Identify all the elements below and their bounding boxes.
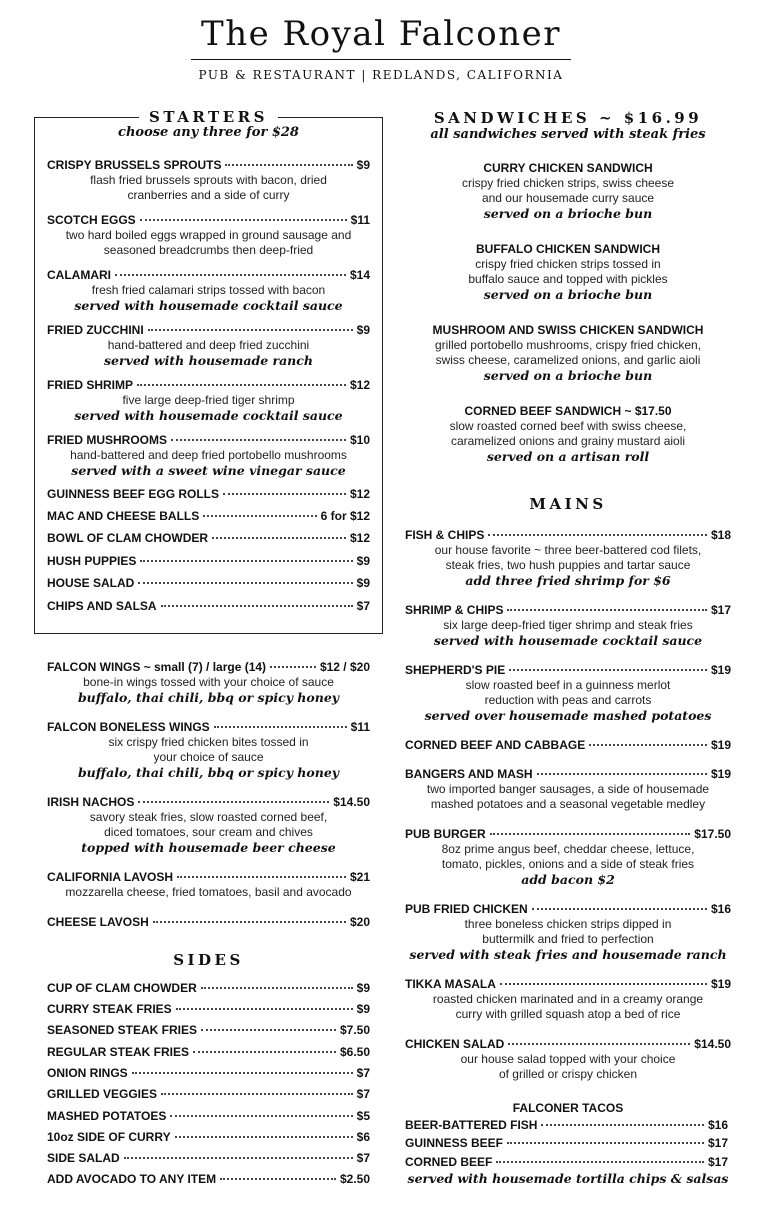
sandwich-description: buffalo sauce and topped with pickles xyxy=(468,272,668,286)
item-name: SHRIMP & CHIPS xyxy=(405,603,504,617)
dot-leader xyxy=(177,876,346,878)
menu-item xyxy=(47,576,370,591)
item-description: two imported banger sausages, a side of housemade xyxy=(426,782,710,796)
item-description: reduction with peas and carrots xyxy=(484,693,652,707)
item-price: $9 xyxy=(356,981,370,995)
item-name: FRIED ZUCCHINI xyxy=(47,323,144,337)
sandwich-description: caramelized onions and grainy mustard aioli xyxy=(450,434,686,448)
item-price: $9 xyxy=(356,1002,370,1016)
menu-item-line xyxy=(47,1066,370,1081)
sandwich-serving-note: served on a brioche bun xyxy=(483,287,653,302)
item-name: BANGERS AND MASH xyxy=(405,767,533,781)
menu-item-line xyxy=(47,1023,370,1038)
item-serving-note: served with housemade cocktail sauce xyxy=(433,633,703,648)
item-name: CUP OF CLAM CHOWDER xyxy=(47,981,197,995)
menu-item xyxy=(47,1151,370,1166)
item-serving-note: buffalo, thai chili, bbq or spicy honey xyxy=(77,765,340,780)
dot-leader xyxy=(507,1142,704,1144)
item-serving-note: served with a sweet wine vinegar sauce xyxy=(71,463,346,478)
sandwich-description: and our housemade curry sauce xyxy=(481,191,655,205)
dot-leader xyxy=(138,582,352,584)
item-price: 6 for $12 xyxy=(320,509,370,523)
dot-leader xyxy=(161,605,353,607)
item-price: $9 xyxy=(356,323,370,337)
item-description: hand-battered and deep fried zucchini xyxy=(107,338,310,352)
item-name: ONION RINGS xyxy=(47,1066,128,1080)
sandwich-description: crispy fried chicken strips tossed in xyxy=(475,257,661,271)
item-name: CHEESE LAVOSH xyxy=(47,915,149,929)
item-price: $20 xyxy=(349,915,370,929)
item-price: $14.50 xyxy=(333,795,370,809)
item-price: $7 xyxy=(356,1087,370,1101)
menu-item-line xyxy=(47,531,370,546)
sandwich-item xyxy=(405,241,731,303)
item-price: $11 xyxy=(350,720,370,734)
item-price: $17 xyxy=(710,603,731,617)
item-name: SHEPHERD'S PIE xyxy=(405,663,506,677)
menu-item-line xyxy=(47,1130,370,1145)
item-price: $7 xyxy=(356,1151,370,1165)
item-description: five large deep-fried tiger shrimp xyxy=(122,393,295,407)
dot-leader xyxy=(490,833,691,835)
item-price: $7 xyxy=(356,599,370,613)
menu-item-line xyxy=(47,323,370,338)
item-name: ADD AVOCADO TO ANY ITEM xyxy=(47,1172,217,1186)
item-name: MAC AND CHEESE BALLS xyxy=(47,509,200,523)
menu-item xyxy=(47,1066,370,1081)
menu-item xyxy=(47,487,370,502)
menu-item xyxy=(405,1037,731,1082)
menu-item xyxy=(47,660,370,706)
menu-item xyxy=(405,603,731,649)
item-description: cranberries and a side of curry xyxy=(127,188,290,202)
item-serving-note: served with steak fries and housemade ranch xyxy=(409,947,727,962)
menu-item xyxy=(47,795,370,856)
menu-item xyxy=(47,531,370,546)
menu-item xyxy=(405,902,731,963)
item-name: PUB BURGER xyxy=(405,827,486,841)
sandwich-name: CORNED BEEF SANDWICH ~ $17.50 xyxy=(464,404,672,418)
menu-item xyxy=(47,1109,370,1124)
item-price: $2.50 xyxy=(339,1172,370,1186)
item-name: CHICKEN SALAD xyxy=(405,1037,505,1051)
item-name: FALCON BONELESS WINGS xyxy=(47,720,210,734)
item-price: $6.50 xyxy=(339,1045,370,1059)
dot-leader xyxy=(132,1072,353,1074)
menu-item-line xyxy=(405,528,731,543)
item-description: curry with grilled squash atop a bed of rice xyxy=(455,1007,681,1021)
menu-item xyxy=(405,528,731,589)
menu-item-line xyxy=(405,977,731,992)
item-description: your choice of sauce xyxy=(153,750,264,764)
dot-leader xyxy=(541,1124,704,1126)
item-description: of grilled or crispy chicken xyxy=(498,1067,638,1081)
menu-item xyxy=(47,378,370,424)
menu-item-line xyxy=(47,378,370,393)
dot-leader xyxy=(140,219,347,221)
item-name: CRISPY BRUSSELS SPROUTS xyxy=(47,158,222,172)
item-serving-note: buffalo, thai chili, bbq or spicy honey xyxy=(77,690,340,705)
item-price: $17 xyxy=(707,1136,728,1150)
item-description: tomato, pickles, onions and a side of steak fries xyxy=(441,857,695,871)
item-serving-note: served with housemade cocktail sauce xyxy=(74,408,343,423)
item-description: buttermilk and fried to perfection xyxy=(482,932,654,946)
menu-item-line xyxy=(405,1118,728,1133)
menu-item xyxy=(405,767,731,812)
item-name: FRIED SHRIMP xyxy=(47,378,134,392)
item-name: CORNED BEEF xyxy=(405,1155,493,1169)
item-description: fresh fried calamari strips tossed with bacon xyxy=(91,283,326,297)
dot-leader xyxy=(201,1029,336,1031)
menu-item xyxy=(47,554,370,569)
item-name: TIKKA MASALA xyxy=(405,977,496,991)
item-name: 10oz SIDE OF CURRY xyxy=(47,1130,171,1144)
dot-leader xyxy=(115,274,346,276)
sandwich-item xyxy=(405,160,731,222)
sandwich-serving-note: served on a brioche bun xyxy=(483,206,653,221)
item-description: seasoned breadcrumbs then deep-fried xyxy=(103,243,314,257)
item-price: $21 xyxy=(349,870,370,884)
menu-item xyxy=(405,1155,728,1170)
item-serving-note: served with housemade cocktail sauce xyxy=(74,298,343,313)
item-price: $16 xyxy=(710,902,731,916)
item-description: hand-battered and deep fried portobello mushrooms xyxy=(70,448,347,462)
menu-item-line xyxy=(47,660,370,675)
item-serving-note: add three fried shrimp for $6 xyxy=(465,573,671,588)
dot-leader xyxy=(508,1043,690,1045)
sandwich-serving-note: served on a brioche bun xyxy=(483,368,653,383)
menu-item xyxy=(47,213,370,258)
menu-item xyxy=(405,1118,728,1133)
item-description: six large deep-fried tiger shrimp and steak fries xyxy=(443,618,693,632)
menu-item-line xyxy=(405,738,731,753)
item-price: $18 xyxy=(710,528,731,542)
menu-item-line xyxy=(47,1151,370,1166)
menu-item-line xyxy=(47,487,370,502)
item-price: $7.50 xyxy=(339,1023,370,1037)
item-price: $12 / $20 xyxy=(319,660,370,674)
dot-leader xyxy=(175,1136,353,1138)
item-name: CALIFORNIA LAVOSH xyxy=(47,870,173,884)
dot-leader xyxy=(532,908,707,910)
dot-leader xyxy=(509,669,707,671)
menu-item-line xyxy=(405,827,731,842)
dot-leader xyxy=(153,921,346,923)
menu-item xyxy=(47,915,370,930)
menu-item-line xyxy=(47,268,370,283)
item-name: FRIED MUSHROOMS xyxy=(47,433,167,447)
menu-item-line xyxy=(405,603,731,618)
mains-heading: MAINS xyxy=(529,495,607,513)
item-price: $19 xyxy=(710,767,731,781)
sandwich-description: swiss cheese, caramelized onions, and garlic aioli xyxy=(435,353,701,367)
sandwiches-heading: SANDWICHES ~ $16.99 xyxy=(433,109,703,127)
dot-leader xyxy=(537,773,707,775)
item-price: $9 xyxy=(356,576,370,590)
menu-item xyxy=(47,433,370,479)
item-name: SIDE SALAD xyxy=(47,1151,120,1165)
item-name: SCOTCH EGGS xyxy=(47,213,136,227)
item-description: roasted chicken marinated and in a creamy orange xyxy=(432,992,704,1006)
item-name: GUINNESS BEEF xyxy=(405,1136,504,1150)
menu-item-line xyxy=(47,1045,370,1060)
dot-leader xyxy=(214,726,347,728)
item-description: two hard boiled eggs wrapped in ground sausage and xyxy=(65,228,352,242)
item-price: $6 xyxy=(356,1130,370,1144)
item-serving-note: served with housemade ranch xyxy=(104,353,313,368)
menu-item-line xyxy=(405,767,731,782)
item-description: flash fried brussels sprouts with bacon, dried xyxy=(90,173,327,187)
menu-item-line xyxy=(47,158,370,173)
item-description: our house favorite ~ three beer-battered cod filets, xyxy=(434,543,702,557)
item-price: $12 xyxy=(349,531,370,545)
menu-item xyxy=(47,599,370,614)
dot-leader xyxy=(496,1161,704,1163)
dot-leader xyxy=(500,983,707,985)
item-description: our house salad topped with your choice xyxy=(460,1052,676,1066)
menu-item-line xyxy=(47,554,370,569)
item-name: CHIPS AND SALSA xyxy=(47,599,157,613)
dot-leader xyxy=(193,1051,336,1053)
item-price: $14.50 xyxy=(694,1037,731,1051)
item-price: $12 xyxy=(349,487,370,501)
menu-item xyxy=(405,738,731,753)
menu-item-line xyxy=(405,1037,731,1052)
menu-item xyxy=(47,870,370,900)
dot-leader xyxy=(176,1008,353,1010)
menu-item xyxy=(47,158,370,203)
sandwich-description: crispy fried chicken strips, swiss cheese xyxy=(461,176,675,190)
menu-item xyxy=(405,827,731,888)
item-description: 8oz prime angus beef, cheddar cheese, lettuce, xyxy=(441,842,695,856)
menu-item-line xyxy=(47,720,370,735)
sandwich-name: CURRY CHICKEN SANDWICH xyxy=(483,161,653,175)
item-price: $16 xyxy=(707,1118,728,1132)
item-name: FISH & CHIPS xyxy=(405,528,485,542)
item-price: $5 xyxy=(356,1109,370,1123)
restaurant-title: The Royal Falconer xyxy=(201,14,561,54)
sandwich-description: grilled portobello mushrooms, crispy fried chicken, xyxy=(434,338,702,352)
dot-leader xyxy=(138,801,329,803)
header-divider xyxy=(191,59,571,60)
menu-item-line xyxy=(405,1136,728,1151)
item-description: six crispy fried chicken bites tossed in xyxy=(108,735,309,749)
menu-item xyxy=(47,509,370,524)
item-name: CORNED BEEF AND CABBAGE xyxy=(405,738,586,752)
menu-item xyxy=(47,1087,370,1102)
menu-item xyxy=(47,1002,370,1017)
dot-leader xyxy=(201,987,353,989)
item-price: $19 xyxy=(710,977,731,991)
menu-item-line xyxy=(47,981,370,996)
menu-item-line xyxy=(47,433,370,448)
menu-item xyxy=(47,1045,370,1060)
item-name: GRILLED VEGGIES xyxy=(47,1087,158,1101)
item-price: $14 xyxy=(349,268,370,282)
starters-heading: STARTERS xyxy=(34,108,383,126)
sandwich-description: slow roasted corned beef with swiss cheese, xyxy=(449,419,687,433)
dot-leader xyxy=(507,609,707,611)
menu-item xyxy=(47,1172,370,1187)
item-name: MASHED POTATOES xyxy=(47,1109,167,1123)
menu-item-line xyxy=(47,599,370,614)
menu-item xyxy=(405,663,731,724)
item-name: FALCON WINGS ~ small (7) / large (14) xyxy=(47,660,267,674)
menu-item-line xyxy=(47,1002,370,1017)
item-price: $17.50 xyxy=(694,827,731,841)
item-name: PUB FRIED CHICKEN xyxy=(405,902,528,916)
menu-item-line xyxy=(47,213,370,228)
item-price: $7 xyxy=(356,1066,370,1080)
item-description: three boneless chicken strips dipped in xyxy=(464,917,672,931)
tacos-serving-note: served with housemade tortilla chips & salsas xyxy=(407,1171,729,1186)
menu-item-line xyxy=(405,902,731,917)
tacos-heading: FALCONER TACOS xyxy=(512,1101,624,1115)
item-name: HOUSE SALAD xyxy=(47,576,135,590)
item-name: REGULAR STEAK FRIES xyxy=(47,1045,190,1059)
item-price: $9 xyxy=(356,158,370,172)
menu-item-line xyxy=(47,870,370,885)
dot-leader xyxy=(220,1178,336,1180)
dot-leader xyxy=(212,537,346,539)
item-price: $11 xyxy=(350,213,370,227)
item-price: $19 xyxy=(710,738,731,752)
sandwiches-note: all sandwiches served with steak fries xyxy=(430,127,706,142)
menu-item-line xyxy=(405,663,731,678)
menu-item-line xyxy=(47,1109,370,1124)
sandwich-item xyxy=(405,403,731,465)
starters-note: choose any three for $28 xyxy=(118,125,299,140)
sandwich-name: MUSHROOM AND SWISS CHICKEN SANDWICH xyxy=(432,323,704,337)
dot-leader xyxy=(161,1093,353,1095)
menu-item xyxy=(47,981,370,996)
sandwich-serving-note: served on a artisan roll xyxy=(486,449,650,464)
dot-leader xyxy=(223,493,346,495)
sides-heading: SIDES xyxy=(173,951,244,969)
item-price: $10 xyxy=(349,433,370,447)
item-name: CALAMARI xyxy=(47,268,111,282)
dot-leader xyxy=(148,329,353,331)
dot-leader xyxy=(589,744,707,746)
item-description: mozzarella cheese, fried tomatoes, basil and avocado xyxy=(65,885,352,899)
sandwich-item xyxy=(405,322,731,384)
item-description: steak fries, two hush puppies and tartar sauce xyxy=(445,558,691,572)
menu-item xyxy=(47,720,370,781)
menu-item xyxy=(405,977,731,1022)
menu-item-line xyxy=(47,509,370,524)
menu-item-line xyxy=(47,915,370,930)
menu-item-line xyxy=(47,795,370,810)
menu-item xyxy=(47,323,370,369)
item-name: BOWL OF CLAM CHOWDER xyxy=(47,531,209,545)
menu-item xyxy=(47,268,370,314)
menu-item-line xyxy=(47,1087,370,1102)
item-name: HUSH PUPPIES xyxy=(47,554,137,568)
dot-leader xyxy=(124,1157,353,1159)
menu-item-line xyxy=(47,576,370,591)
sandwich-name: BUFFALO CHICKEN SANDWICH xyxy=(476,242,660,256)
item-price: $9 xyxy=(356,554,370,568)
restaurant-subtitle: PUB & RESTAURANT | REDLANDS, CALIFORNIA xyxy=(198,68,564,82)
menu-item xyxy=(47,1130,370,1145)
dot-leader xyxy=(488,534,707,536)
item-price: $17 xyxy=(707,1155,728,1169)
item-name: SEASONED STEAK FRIES xyxy=(47,1023,198,1037)
item-name: CURRY STEAK FRIES xyxy=(47,1002,172,1016)
menu-item xyxy=(47,1023,370,1038)
item-price: $19 xyxy=(710,663,731,677)
item-description: savory steak fries, slow roasted corned beef, xyxy=(89,810,328,824)
item-name: IRISH NACHOS xyxy=(47,795,135,809)
item-serving-note: topped with housemade beer cheese xyxy=(81,840,336,855)
menu-item-line xyxy=(47,1172,370,1187)
dot-leader xyxy=(225,164,352,166)
item-name: GUINNESS BEEF EGG ROLLS xyxy=(47,487,220,501)
dot-leader xyxy=(171,439,346,441)
item-serving-note: add bacon $2 xyxy=(521,872,615,887)
item-description: bone-in wings tossed with your choice of sauce xyxy=(83,675,334,689)
dot-leader xyxy=(170,1115,352,1117)
menu-item xyxy=(405,1136,728,1151)
item-price: $12 xyxy=(349,378,370,392)
dot-leader xyxy=(270,666,316,668)
dot-leader xyxy=(203,515,316,517)
item-name: BEER-BATTERED FISH xyxy=(405,1118,538,1132)
item-serving-note: served over housemade mashed potatoes xyxy=(424,708,712,723)
dot-leader xyxy=(140,560,352,562)
item-description: mashed potatoes and a seasonal vegetable medley xyxy=(430,797,706,811)
dot-leader xyxy=(137,384,346,386)
item-description: slow roasted beef in a guinness merlot xyxy=(465,678,671,692)
menu-item-line xyxy=(405,1155,728,1170)
item-description: diced tomatoes, sour cream and chives xyxy=(104,825,313,839)
